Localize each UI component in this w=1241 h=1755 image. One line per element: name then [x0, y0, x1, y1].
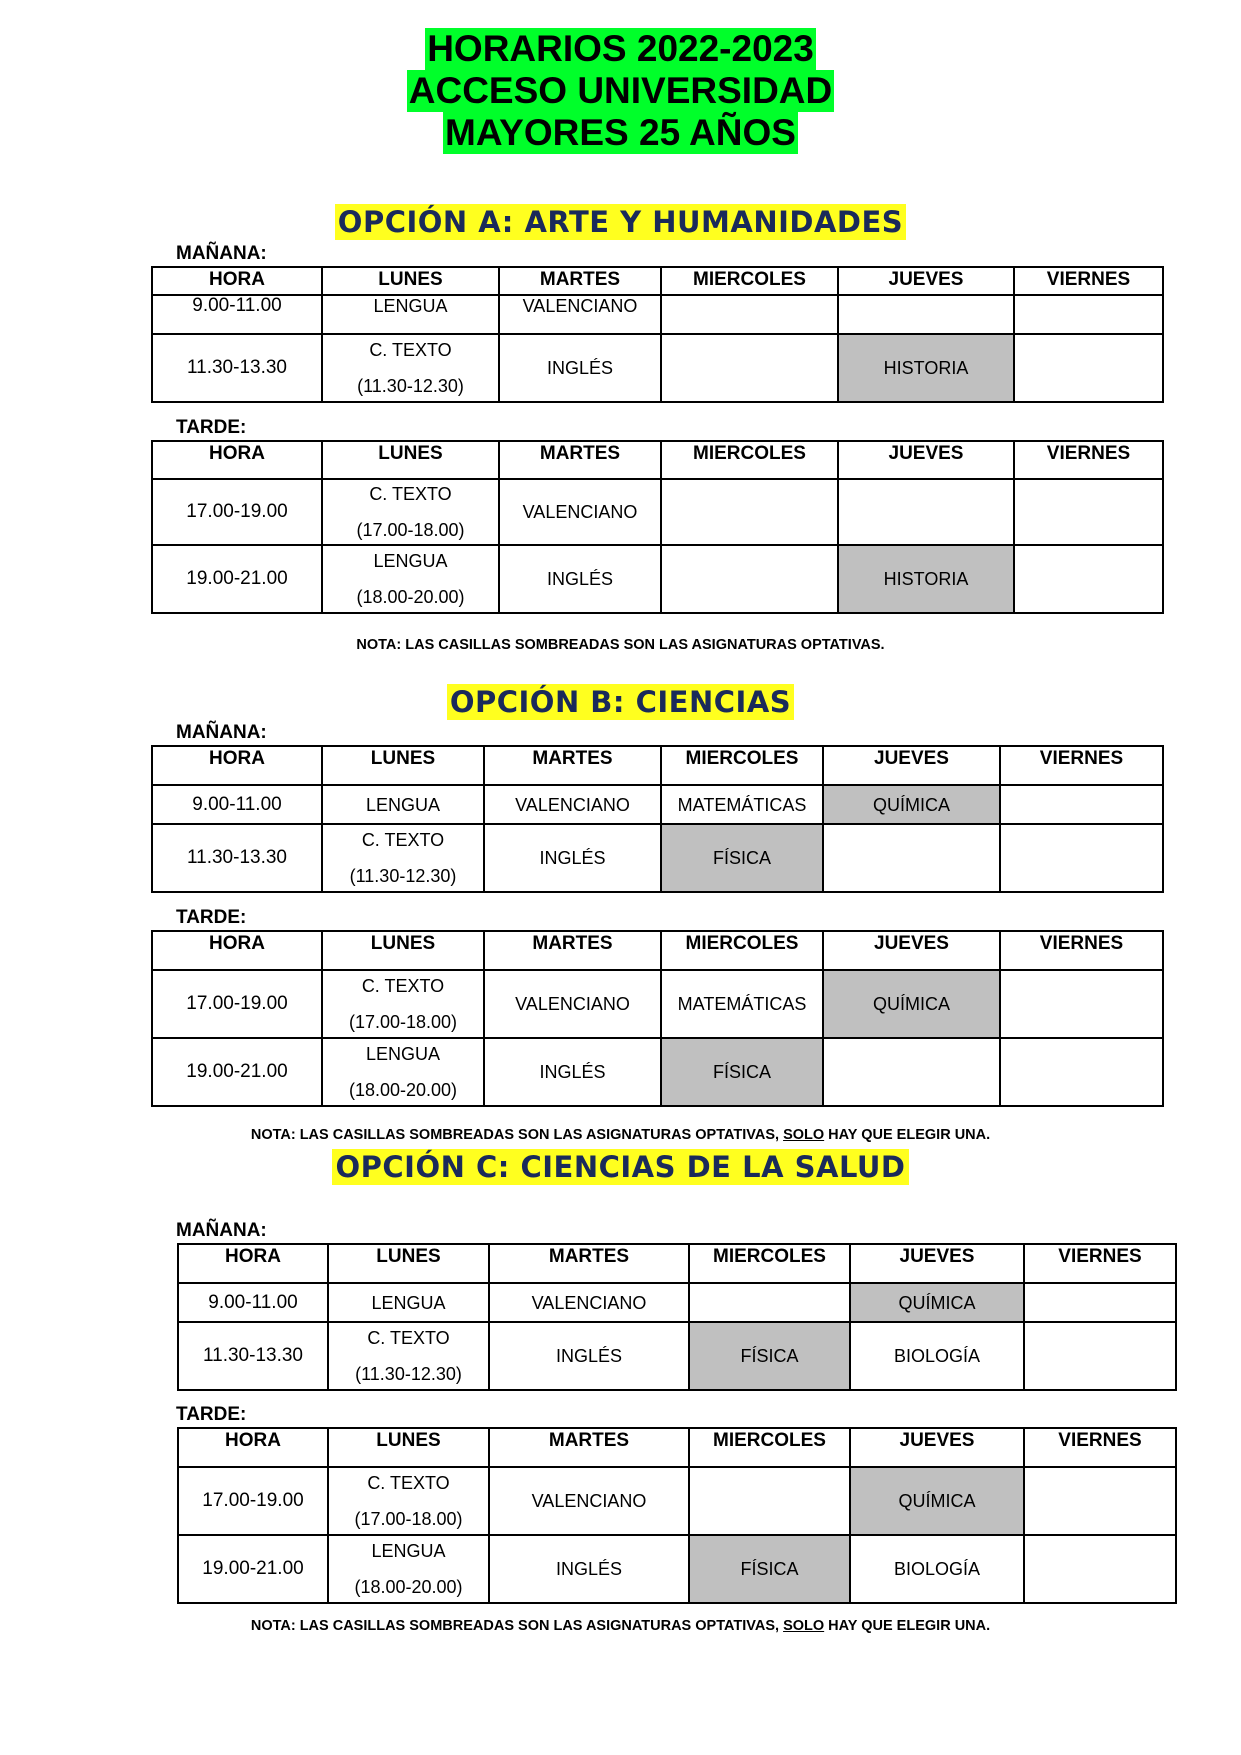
- hora-cell: 19.00-21.00: [152, 545, 322, 613]
- miercoles-cell-optional: FÍSICA: [661, 824, 823, 892]
- header-martes: MARTES: [484, 931, 661, 970]
- header-viernes: VIERNES: [1014, 267, 1163, 295]
- header-miercoles: MIERCOLES: [661, 441, 838, 479]
- header-jueves: JUEVES: [850, 1428, 1024, 1467]
- header-miercoles: MIERCOLES: [689, 1428, 850, 1467]
- header-viernes: VIERNES: [1000, 746, 1163, 785]
- miercoles-cell: [661, 479, 838, 545]
- header-martes: MARTES: [499, 267, 661, 295]
- jueves-cell-optional: HISTORIA: [838, 334, 1014, 402]
- option-b-heading: OPCIÓN B: CIENCIAS: [0, 684, 1241, 720]
- jueves-cell-optional: QUÍMICA: [823, 785, 1000, 824]
- jueves-cell-optional: QUÍMICA: [850, 1467, 1024, 1535]
- viernes-cell: [1000, 824, 1163, 892]
- option-b-afternoon-label: TARDE:: [176, 907, 247, 928]
- option-a-afternoon-label: TARDE:: [176, 417, 247, 438]
- header-lunes: LUNES: [328, 1428, 489, 1467]
- hora-cell: 17.00-19.00: [152, 970, 322, 1038]
- title-line-1: HORARIOS 2022-2023: [427, 28, 814, 69]
- table-row: [178, 1535, 1176, 1603]
- header-viernes: VIERNES: [1024, 1244, 1176, 1283]
- title-line-3: MAYORES 25 AÑOS: [445, 112, 796, 153]
- miercoles-cell: [689, 1283, 850, 1322]
- option-c-morning-label: MAÑANA:: [176, 1220, 267, 1241]
- table-row: [152, 785, 1163, 824]
- miercoles-cell-optional: FÍSICA: [689, 1535, 850, 1603]
- option-a-heading: OPCIÓN A: ARTE Y HUMANIDADES: [0, 204, 1241, 240]
- option-b-note: NOTA: LAS CASILLAS SOMBREADAS SON LAS ASIGNATURAS OPTATIVAS, SOLO HAY QUE ELEGIR UNA.: [250, 1127, 991, 1143]
- header-miercoles: MIERCOLES: [689, 1244, 850, 1283]
- jueves-cell-optional: QUÍMICA: [850, 1283, 1024, 1322]
- viernes-cell: [1024, 1322, 1176, 1390]
- miercoles-cell: [661, 545, 838, 613]
- header-martes: MARTES: [499, 441, 661, 479]
- option-b-afternoon-table: [151, 930, 1164, 1107]
- jueves-cell: [838, 479, 1014, 545]
- lunes-cell: C. TEXTO (17.00-18.00): [322, 970, 484, 1038]
- miercoles-cell-optional: FÍSICA: [689, 1322, 850, 1390]
- table-row: [152, 1038, 1163, 1106]
- table-row: [152, 334, 1163, 402]
- viernes-cell: [1014, 545, 1163, 613]
- table-header-row: [152, 441, 1163, 479]
- table-row: [152, 479, 1163, 545]
- hora-cell: 9.00-11.00: [178, 1283, 328, 1322]
- header-hora: HORA: [152, 267, 322, 295]
- miercoles-cell: [689, 1467, 850, 1535]
- header-jueves: JUEVES: [850, 1244, 1024, 1283]
- viernes-cell: [1024, 1283, 1176, 1322]
- martes-cell: VALENCIANO: [499, 295, 661, 334]
- header-lunes: LUNES: [328, 1244, 489, 1283]
- option-a-note: NOTA: LAS CASILLAS SOMBREADAS SON LAS ASIGNATURAS OPTATIVAS.: [356, 637, 885, 653]
- header-miercoles: MIERCOLES: [661, 931, 823, 970]
- header-hora: HORA: [178, 1244, 328, 1283]
- lunes-cell: LENGUA: [322, 785, 484, 824]
- martes-cell: VALENCIANO: [484, 970, 661, 1038]
- table-header-row: [152, 746, 1163, 785]
- hora-cell: 17.00-19.00: [152, 479, 322, 545]
- viernes-cell: [1000, 785, 1163, 824]
- option-c-morning-table: [177, 1243, 1177, 1391]
- option-b-morning-label: MAÑANA:: [176, 722, 267, 743]
- hora-cell: 11.30-13.30: [152, 334, 322, 402]
- lunes-cell: LENGUA (18.00-20.00): [328, 1535, 489, 1603]
- jueves-cell: [838, 295, 1014, 334]
- header-miercoles: MIERCOLES: [661, 267, 838, 295]
- viernes-cell: [1014, 479, 1163, 545]
- martes-cell: INGLÉS: [499, 334, 661, 402]
- header-hora: HORA: [152, 746, 322, 785]
- lunes-cell: LENGUA: [322, 295, 499, 334]
- option-c-afternoon-table: [177, 1427, 1177, 1604]
- miercoles-cell: MATEMÁTICAS: [661, 785, 823, 824]
- header-lunes: LUNES: [322, 267, 499, 295]
- option-a-morning-label: MAÑANA:: [176, 243, 267, 264]
- jueves-cell: [823, 824, 1000, 892]
- document-title: [0, 28, 1241, 154]
- header-lunes: LUNES: [322, 746, 484, 785]
- viernes-cell: [1024, 1535, 1176, 1603]
- header-hora: HORA: [178, 1428, 328, 1467]
- table-header-row: [152, 267, 1163, 295]
- martes-cell: INGLÉS: [484, 1038, 661, 1106]
- hora-cell: 19.00-21.00: [152, 1038, 322, 1106]
- miercoles-cell: MATEMÁTICAS: [661, 970, 823, 1038]
- option-c-note: NOTA: LAS CASILLAS SOMBREADAS SON LAS ASIGNATURAS OPTATIVAS, SOLO HAY QUE ELEGIR UNA.: [250, 1618, 991, 1634]
- miercoles-cell: [661, 334, 838, 402]
- table-row: [178, 1467, 1176, 1535]
- header-hora: HORA: [152, 931, 322, 970]
- option-a-afternoon-table: [151, 440, 1164, 614]
- viernes-cell: [1024, 1467, 1176, 1535]
- martes-cell: INGLÉS: [489, 1322, 689, 1390]
- lunes-cell: C. TEXTO (11.30-12.30): [328, 1322, 489, 1390]
- lunes-cell: C. TEXTO (17.00-18.00): [322, 479, 499, 545]
- lunes-cell: LENGUA (18.00-20.00): [322, 545, 499, 613]
- header-lunes: LUNES: [322, 441, 499, 479]
- martes-cell: INGLÉS: [489, 1535, 689, 1603]
- option-c-afternoon-label: TARDE:: [176, 1404, 247, 1425]
- header-martes: MARTES: [489, 1244, 689, 1283]
- viernes-cell: [1014, 295, 1163, 334]
- table-row: [152, 970, 1163, 1038]
- viernes-cell: [1014, 334, 1163, 402]
- hora-cell: 11.30-13.30: [152, 824, 322, 892]
- table-header-row: [178, 1428, 1176, 1467]
- header-viernes: VIERNES: [1000, 931, 1163, 970]
- header-martes: MARTES: [489, 1428, 689, 1467]
- martes-cell: VALENCIANO: [489, 1283, 689, 1322]
- header-jueves: JUEVES: [838, 441, 1014, 479]
- header-martes: MARTES: [484, 746, 661, 785]
- jueves-cell-optional: QUÍMICA: [823, 970, 1000, 1038]
- table-row: [178, 1322, 1176, 1390]
- hora-cell: 19.00-21.00: [178, 1535, 328, 1603]
- hora-cell: 17.00-19.00: [178, 1467, 328, 1535]
- header-jueves: JUEVES: [823, 931, 1000, 970]
- miercoles-cell: [661, 295, 838, 334]
- table-header-row: [152, 931, 1163, 970]
- jueves-cell: BIOLOGÍA: [850, 1535, 1024, 1603]
- table-header-row: [178, 1244, 1176, 1283]
- header-jueves: JUEVES: [838, 267, 1014, 295]
- martes-cell: VALENCIANO: [499, 479, 661, 545]
- hora-cell: 11.30-13.30: [178, 1322, 328, 1390]
- lunes-cell: C. TEXTO (11.30-12.30): [322, 334, 499, 402]
- martes-cell: VALENCIANO: [484, 785, 661, 824]
- table-row: [152, 295, 1163, 334]
- lunes-cell: LENGUA (18.00-20.00): [322, 1038, 484, 1106]
- table-row: [178, 1283, 1176, 1322]
- martes-cell: INGLÉS: [499, 545, 661, 613]
- header-hora: HORA: [152, 441, 322, 479]
- jueves-cell: [823, 1038, 1000, 1106]
- header-miercoles: MIERCOLES: [661, 746, 823, 785]
- title-line-2: ACCESO UNIVERSIDAD: [408, 70, 833, 111]
- table-row: [152, 545, 1163, 613]
- jueves-cell: BIOLOGÍA: [850, 1322, 1024, 1390]
- miercoles-cell-optional: FÍSICA: [661, 1038, 823, 1106]
- martes-cell: VALENCIANO: [489, 1467, 689, 1535]
- option-c-heading: OPCIÓN C: CIENCIAS DE LA SALUD: [0, 1149, 1241, 1185]
- lunes-cell: C. TEXTO (11.30-12.30): [322, 824, 484, 892]
- viernes-cell: [1000, 1038, 1163, 1106]
- lunes-cell: C. TEXTO (17.00-18.00): [328, 1467, 489, 1535]
- table-row: [152, 824, 1163, 892]
- hora-cell: 9.00-11.00: [152, 785, 322, 824]
- header-viernes: VIERNES: [1024, 1428, 1176, 1467]
- viernes-cell: [1000, 970, 1163, 1038]
- hora-cell: 9.00-11.00: [152, 295, 322, 334]
- martes-cell: INGLÉS: [484, 824, 661, 892]
- lunes-cell: LENGUA: [328, 1283, 489, 1322]
- header-jueves: JUEVES: [823, 746, 1000, 785]
- header-viernes: VIERNES: [1014, 441, 1163, 479]
- header-lunes: LUNES: [322, 931, 484, 970]
- option-b-morning-table: [151, 745, 1164, 893]
- option-a-morning-table: [151, 266, 1164, 403]
- jueves-cell-optional: HISTORIA: [838, 545, 1014, 613]
